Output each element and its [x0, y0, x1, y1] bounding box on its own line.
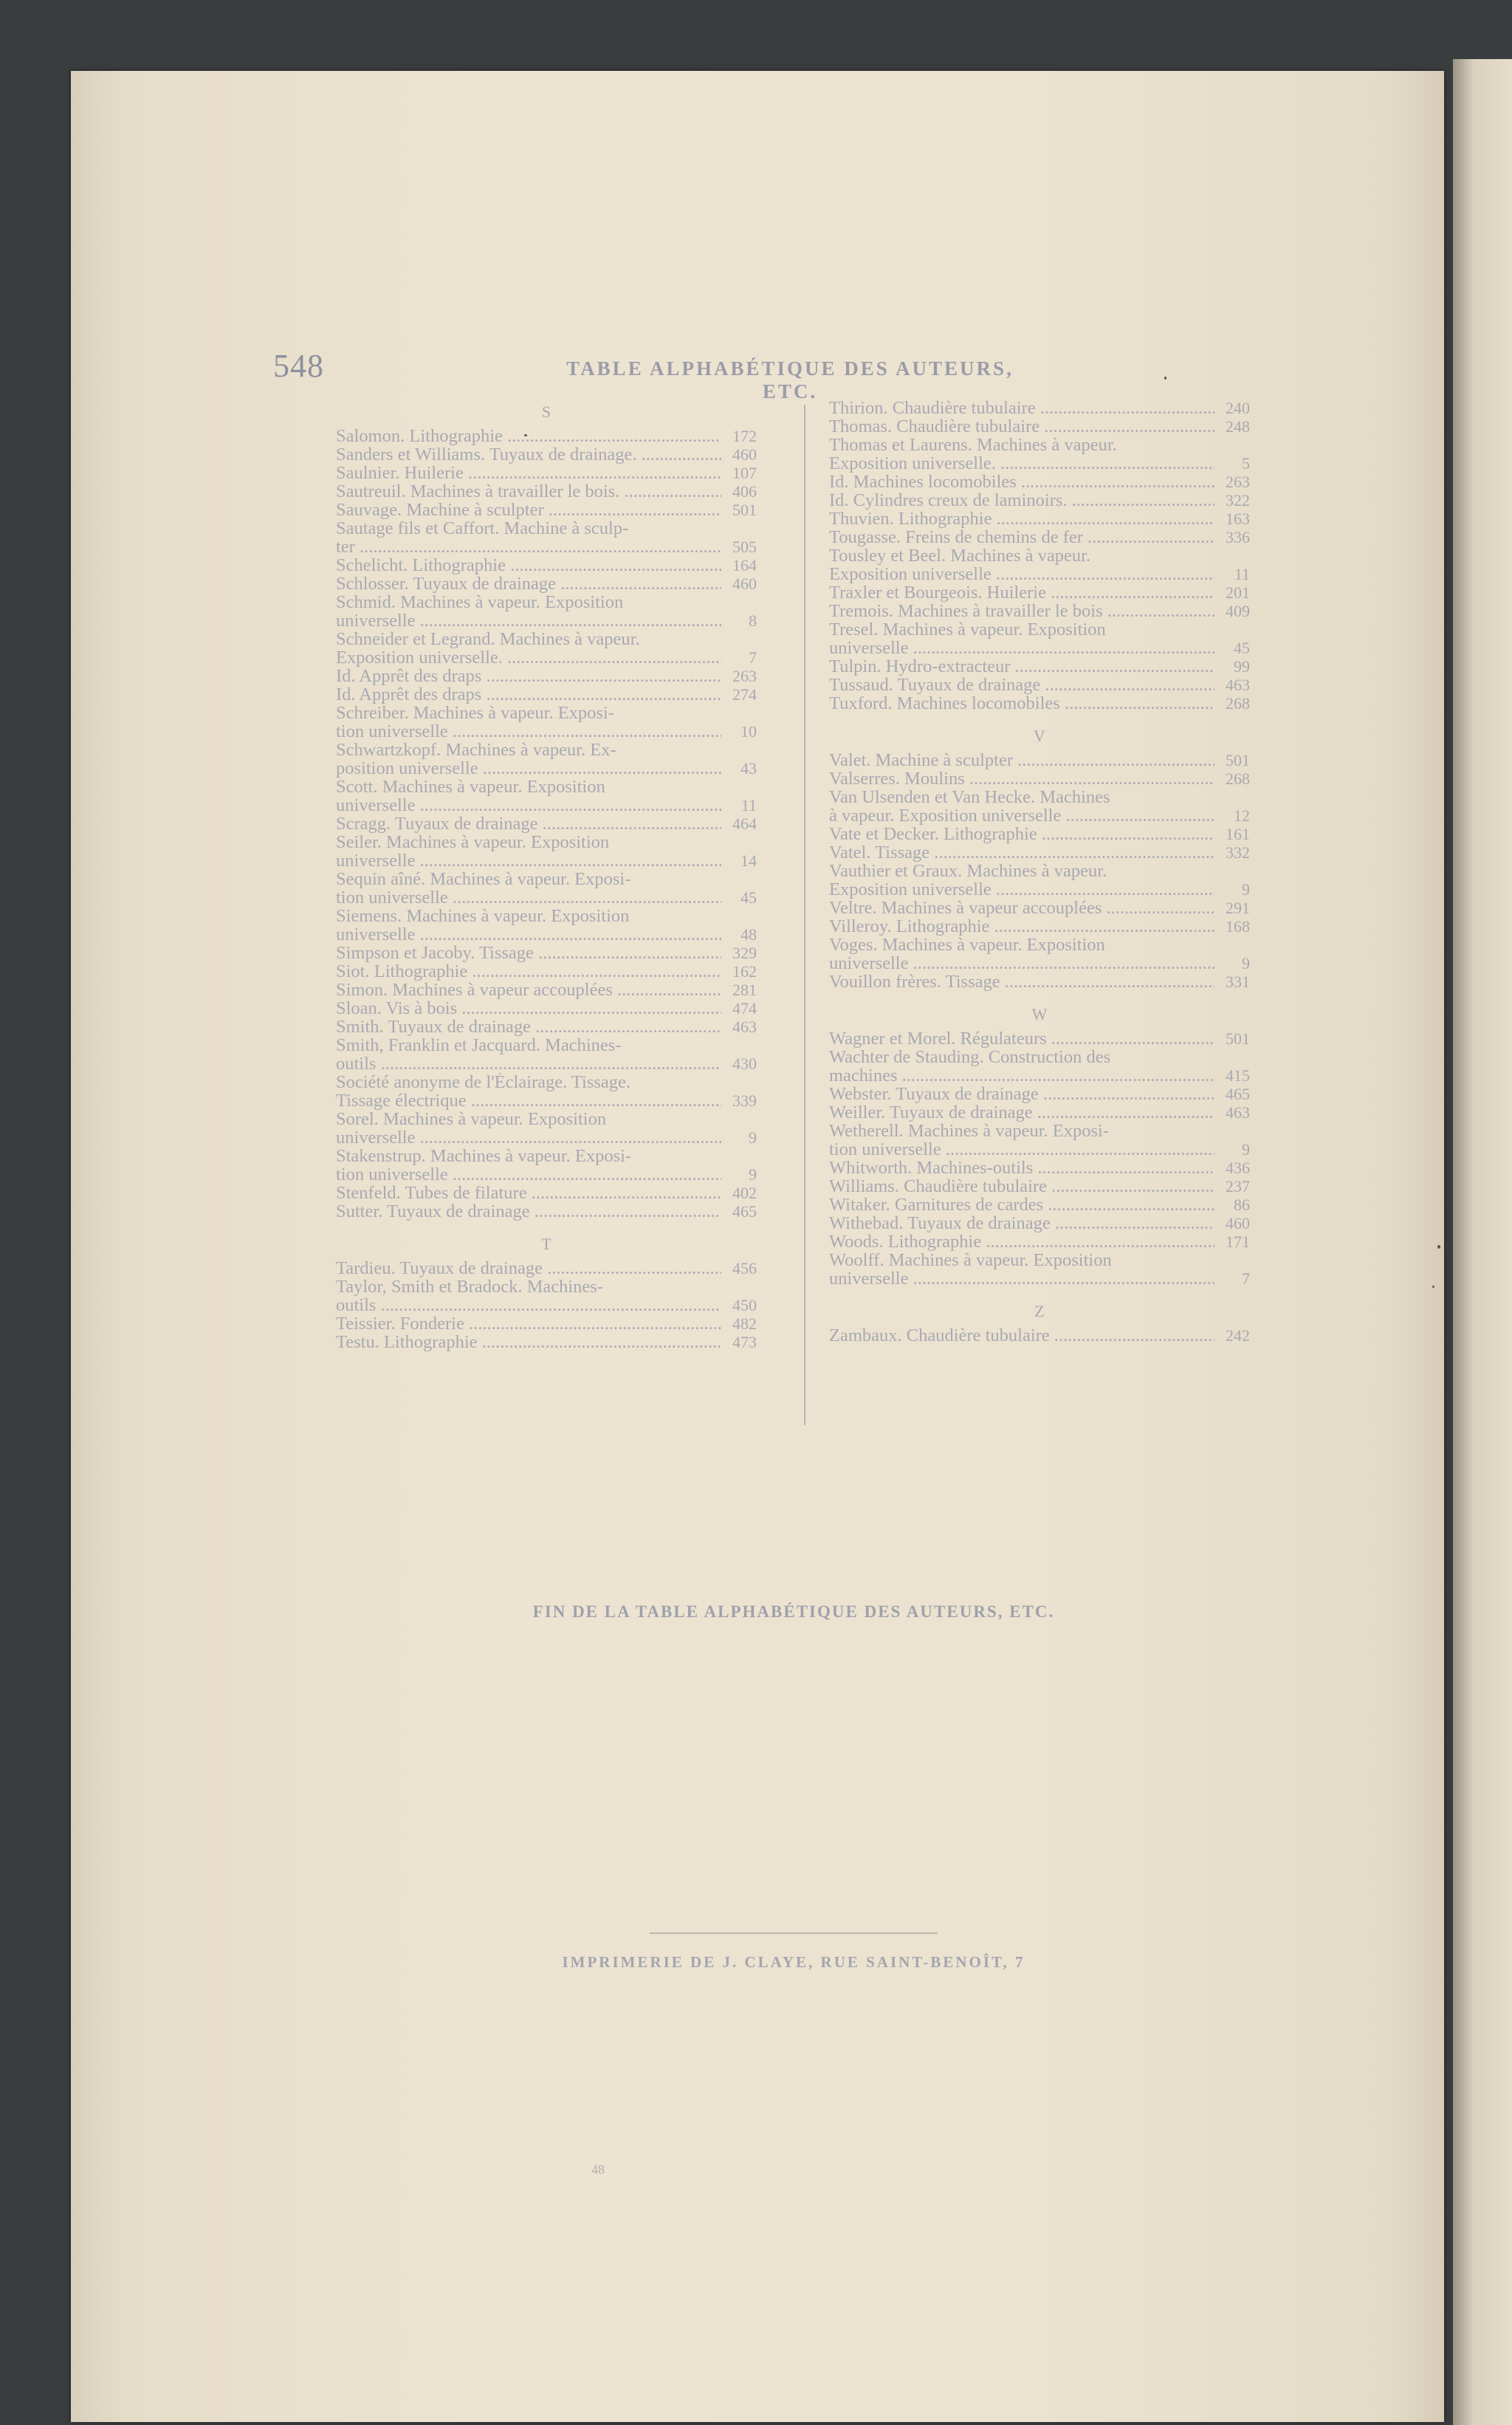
- index-entry: [336, 445, 757, 464]
- entry-text: Taylor, Smith et Bradock. Machines-: [336, 1277, 603, 1296]
- entry-text: universelle .....: [336, 1128, 721, 1147]
- index-entry: [336, 981, 757, 999]
- entry-text: universelle .....: [336, 611, 721, 630]
- index-entry: [336, 1296, 757, 1314]
- index-entry: [829, 806, 1250, 825]
- index-entry: [336, 1091, 757, 1110]
- index-entry: [336, 630, 757, 648]
- index-entry: [829, 1140, 1250, 1159]
- entry-text: Exposition universelle .....: [829, 565, 1214, 583]
- index-entry: [829, 954, 1250, 973]
- index-entry: [829, 1103, 1250, 1122]
- index-entry: [336, 925, 757, 944]
- entry-text: Traxler et Bourgeois. Huilerie .....: [829, 583, 1214, 602]
- index-entry: [336, 1277, 757, 1296]
- entry-text: Schelicht. Lithographie .....: [336, 556, 721, 574]
- entry-page-number: 171: [1226, 1232, 1250, 1251]
- entry-text: Tremois. Machines à travailler le bois .....: [829, 602, 1214, 620]
- index-entry: [829, 491, 1250, 510]
- entry-text: Tuxford. Machines locomobiles .....: [829, 694, 1214, 713]
- entry-text: Valserres. Moulins .....: [829, 769, 1214, 788]
- entry-text: Tardieu. Tuyaux de drainage .....: [336, 1259, 721, 1277]
- entry-text: Schneider et Legrand. Machines à vapeur.: [336, 630, 640, 648]
- index-entry: [336, 1202, 757, 1221]
- section-letter: T: [541, 1235, 551, 1253]
- entry-text: Smith, Franklin et Jacquard. Machines-: [336, 1036, 622, 1054]
- entry-text: Testu. Lithographie .....: [336, 1333, 721, 1351]
- entry-text: Tougasse. Freins de chemins de fer .....: [829, 528, 1214, 546]
- entry-text: Wetherell. Machines à vapeur. Exposi-: [829, 1122, 1110, 1140]
- signature-mark: 48: [591, 2162, 605, 2177]
- page-header: [273, 347, 1277, 402]
- index-entry: [336, 593, 757, 611]
- index-entry: [336, 667, 757, 685]
- entry-page-number: 12: [1234, 806, 1250, 825]
- entry-page-number: 268: [1226, 694, 1250, 713]
- index-entry: [336, 464, 757, 482]
- entry-page-number: 465: [1226, 1085, 1250, 1103]
- section-letter: Z: [1034, 1302, 1045, 1320]
- index-entry: [336, 1165, 757, 1184]
- entry-page-number: 242: [1226, 1326, 1250, 1345]
- index-entry: [336, 1184, 757, 1202]
- entry-text: Van Ulsenden et Van Hecke. Machines: [829, 788, 1110, 806]
- index-entry: [829, 1029, 1250, 1048]
- entry-text: Exposition universelle .....: [829, 880, 1214, 899]
- entry-text: universelle .....: [829, 639, 1214, 657]
- entry-text: Woods. Lithographie .....: [829, 1232, 1214, 1251]
- index-entry: [829, 862, 1250, 880]
- entry-text: Sorel. Machines à vapeur. Exposition: [336, 1110, 607, 1128]
- entry-text: à vapeur. Exposition universelle .....: [829, 806, 1214, 825]
- index-entry: [829, 973, 1250, 991]
- entry-page-number: 168: [1226, 917, 1250, 936]
- index-column-left: [336, 399, 757, 1351]
- entry-text: machines .....: [829, 1066, 1214, 1085]
- entry-text: Id. Apprêt des draps .....: [336, 667, 721, 685]
- index-entry: [336, 519, 757, 538]
- index-entry: [336, 685, 757, 704]
- index-entry: [336, 611, 757, 630]
- index-entry: [336, 501, 757, 519]
- entry-text: Simpson et Jacoby. Tissage .....: [336, 944, 721, 962]
- entry-text: Scott. Machines à vapeur. Exposition: [336, 778, 605, 796]
- entry-page-number: 406: [732, 482, 757, 501]
- entry-text: Voges. Machines à vapeur. Exposition: [829, 936, 1105, 954]
- entry-page-number: 482: [732, 1314, 757, 1333]
- entry-text: Seiler. Machines à vapeur. Exposition: [336, 833, 610, 851]
- entry-page-number: 460: [732, 445, 757, 464]
- index-entry: [336, 778, 757, 796]
- index-entry: [829, 694, 1250, 713]
- index-entry: [829, 1159, 1250, 1177]
- entry-text: Sanders et Williams. Tuyaux de drainage. .....: [336, 445, 721, 464]
- entry-text: Tissage électrique .....: [336, 1091, 721, 1110]
- section-gap: [829, 991, 1250, 1001]
- entry-text: Williams. Chaudière tubulaire .....: [829, 1177, 1214, 1196]
- index-entry: [829, 1048, 1250, 1066]
- index-entry: [829, 1251, 1250, 1269]
- entry-text: Teissier. Fonderie .....: [336, 1314, 721, 1333]
- entry-page-number: 409: [1226, 602, 1250, 620]
- entry-text: Scragg. Tuyaux de drainage .....: [336, 814, 721, 833]
- printer-imprint: IMPRIMERIE DE J. CLAYE, RUE SAINT-BENOÎT, 7: [562, 1953, 1025, 1971]
- entry-text: Weiller. Tuyaux de drainage .....: [829, 1103, 1214, 1122]
- index-entry: [829, 1122, 1250, 1140]
- entry-text: Vate et Decker. Lithographie .....: [829, 825, 1214, 843]
- entry-text: Smith. Tuyaux de drainage .....: [336, 1018, 721, 1036]
- entry-text: Sutter. Tuyaux de drainage .....: [336, 1202, 721, 1221]
- entry-page-number: 9: [1242, 880, 1250, 899]
- entry-page-number: 463: [1226, 676, 1250, 694]
- entry-text: Veltre. Machines à vapeur accouplées .....: [829, 899, 1214, 917]
- index-entry: [336, 1054, 757, 1073]
- entry-page-number: 332: [1226, 843, 1250, 862]
- section-gap: [829, 1288, 1250, 1298]
- entry-text: Sauvage. Machine à sculpter .....: [336, 501, 721, 519]
- index-entry: [829, 399, 1250, 417]
- entry-page-number: 7: [749, 648, 757, 667]
- entry-text: Thuvien. Lithographie .....: [829, 510, 1214, 528]
- index-entry: [829, 1085, 1250, 1103]
- index-entry: [829, 1066, 1250, 1085]
- entry-text: Siot. Lithographie .....: [336, 962, 721, 981]
- entry-page-number: 248: [1226, 417, 1250, 436]
- entry-text: Woolff. Machines à vapeur. Exposition: [829, 1251, 1112, 1269]
- entry-text: Stakenstrup. Machines à vapeur. Exposi-: [336, 1147, 632, 1165]
- section-letter: V: [1034, 727, 1045, 745]
- entry-page-number: 163: [1226, 510, 1250, 528]
- entry-text: Thomas. Chaudière tubulaire .....: [829, 417, 1214, 436]
- index-entry: [829, 769, 1250, 788]
- running-title: TABLE ALPHABÉTIQUE DES AUTEURS, ETC.: [566, 357, 1014, 402]
- entry-text: Withebad. Tuyaux de drainage .....: [829, 1214, 1214, 1232]
- index-entry: [336, 1314, 757, 1333]
- entry-page-number: 430: [732, 1054, 757, 1073]
- entry-text: Schmid. Machines à vapeur. Exposition: [336, 593, 624, 611]
- entry-page-number: 456: [732, 1259, 757, 1277]
- index-entry: [336, 741, 757, 759]
- entry-page-number: 473: [732, 1333, 757, 1351]
- entry-text: tion universelle .....: [336, 888, 721, 907]
- index-entry: [336, 427, 757, 445]
- entry-page-number: 11: [1234, 565, 1250, 583]
- entry-text: universelle .....: [336, 796, 721, 814]
- index-entry: [336, 1036, 757, 1054]
- paper-speck: [1164, 377, 1166, 380]
- entry-text: Salomon. Lithographie .....: [336, 427, 721, 445]
- entry-page-number: 9: [1242, 1140, 1250, 1159]
- entry-page-number: 339: [732, 1091, 757, 1110]
- entry-page-number: 162: [732, 962, 757, 981]
- section-gap: [829, 713, 1250, 723]
- index-entry: [336, 1110, 757, 1128]
- index-entry: [829, 751, 1250, 769]
- index-entry: [829, 1214, 1250, 1232]
- entry-page-number: 505: [732, 538, 757, 556]
- index-entry: [336, 1073, 757, 1091]
- entry-page-number: 9: [749, 1128, 757, 1147]
- index-entry: [829, 583, 1250, 602]
- index-entry: [829, 454, 1250, 473]
- entry-text: Schwartzkopf. Machines à vapeur. Ex-: [336, 741, 616, 759]
- entry-page-number: 7: [1242, 1269, 1250, 1288]
- entry-page-number: 460: [732, 574, 757, 593]
- index-entry: [829, 417, 1250, 436]
- entry-page-number: 322: [1226, 491, 1250, 510]
- index-entry: [336, 648, 757, 667]
- entry-page-number: 172: [732, 427, 757, 445]
- entry-page-number: 99: [1234, 657, 1250, 676]
- index-entry: [336, 796, 757, 814]
- index-entry: [829, 657, 1250, 676]
- entry-page-number: 10: [740, 722, 757, 741]
- index-entry: [336, 999, 757, 1018]
- index-entry: [336, 538, 757, 556]
- entry-page-number: 268: [1226, 769, 1250, 788]
- entry-page-number: 465: [732, 1202, 757, 1221]
- entry-text: Thomas et Laurens. Machines à vapeur.: [829, 436, 1117, 454]
- index-entry: [829, 1177, 1250, 1196]
- column-divider: [804, 405, 805, 1425]
- index-entry: [829, 639, 1250, 657]
- index-entry: [829, 602, 1250, 620]
- entry-page-number: 201: [1226, 583, 1250, 602]
- entry-text: universelle .....: [829, 954, 1214, 973]
- entry-text: ter .....: [336, 538, 721, 556]
- index-entry: [336, 833, 757, 851]
- entry-text: Siemens. Machines à vapeur. Exposition: [336, 907, 630, 925]
- index-entry: [829, 510, 1250, 528]
- entry-page-number: 463: [1226, 1103, 1250, 1122]
- entry-page-number: 474: [732, 999, 757, 1018]
- index-entry: [336, 482, 757, 501]
- index-entry: [336, 1259, 757, 1277]
- entry-text: Vauthier et Graux. Machines à vapeur.: [829, 862, 1107, 880]
- entry-page-number: 14: [740, 851, 757, 870]
- entry-page-number: 329: [732, 944, 757, 962]
- entry-page-number: 263: [1226, 473, 1250, 491]
- entry-page-number: 164: [732, 556, 757, 574]
- paper-speck: [524, 434, 527, 436]
- facing-page-edge: [1453, 59, 1512, 2425]
- entry-text: Id. Cylindres creux de laminoirs. .....: [829, 491, 1214, 510]
- entry-text: Exposition universelle. .....: [336, 648, 721, 667]
- index-entry: [829, 1196, 1250, 1214]
- entry-page-number: 8: [749, 611, 757, 630]
- entry-page-number: 240: [1226, 399, 1250, 417]
- entry-text: Webster. Tuyaux de drainage .....: [829, 1085, 1214, 1103]
- entry-text: Simon. Machines à vapeur accouplées .....: [336, 981, 721, 999]
- entry-text: tion universelle .....: [336, 1165, 721, 1184]
- index-column-right: [829, 399, 1250, 1345]
- entry-page-number: 5: [1242, 454, 1250, 473]
- entry-page-number: 331: [1226, 973, 1250, 991]
- entry-text: Sautreuil. Machines à travailler le bois. .....: [336, 482, 721, 501]
- entry-text: Sequin aîné. Machines à vapeur. Exposi-: [336, 870, 631, 888]
- entry-text: universelle .....: [336, 851, 721, 870]
- index-entry: [336, 556, 757, 574]
- entry-text: Sloan. Vis à bois .....: [336, 999, 721, 1018]
- page-number: 548: [273, 348, 324, 384]
- index-entry: [829, 546, 1250, 565]
- entry-text: universelle .....: [829, 1269, 1214, 1288]
- entry-page-number: 237: [1226, 1177, 1250, 1196]
- entry-page-number: 107: [732, 464, 757, 482]
- index-entry: [336, 1147, 757, 1165]
- entry-text: Id. Machines locomobiles .....: [829, 473, 1214, 491]
- entry-text: Tousley et Beel. Machines à vapeur.: [829, 546, 1091, 565]
- entry-text: position universelle .....: [336, 759, 721, 778]
- entry-page-number: 501: [732, 501, 757, 519]
- entry-page-number: 291: [1226, 899, 1250, 917]
- index-entry: [829, 565, 1250, 583]
- entry-page-number: 11: [740, 796, 757, 814]
- entry-page-number: 436: [1226, 1159, 1250, 1177]
- entry-page-number: 161: [1226, 825, 1250, 843]
- entry-text: Tulpin. Hydro-extracteur .....: [829, 657, 1214, 676]
- paper-speck: [1432, 1286, 1434, 1288]
- index-entry: [336, 870, 757, 888]
- index-entry: [829, 676, 1250, 694]
- index-entry: [336, 1018, 757, 1036]
- index-entry: [336, 722, 757, 741]
- paper-speck: [1437, 1245, 1440, 1249]
- entry-text: Tresel. Machines à vapeur. Exposition: [829, 620, 1106, 639]
- index-entry: [336, 1333, 757, 1351]
- entry-text: Schreiber. Machines à vapeur. Exposi-: [336, 704, 614, 722]
- section-letter: W: [1031, 1005, 1048, 1023]
- index-entry: [829, 917, 1250, 936]
- entry-page-number: 9: [1242, 954, 1250, 973]
- entry-page-number: 464: [732, 814, 757, 833]
- index-entry: [829, 1269, 1250, 1288]
- index-entry: [336, 944, 757, 962]
- colophon-rule: [650, 1932, 938, 1934]
- entry-text: Villeroy. Lithographie .....: [829, 917, 1214, 936]
- entry-text: Wachter de Stauding. Construction des: [829, 1048, 1111, 1066]
- index-entry: [829, 936, 1250, 954]
- entry-page-number: 501: [1226, 751, 1250, 769]
- entry-text: outils .....: [336, 1054, 721, 1073]
- index-entry: [336, 574, 757, 593]
- entry-text: Zambaux. Chaudière tubulaire .....: [829, 1326, 1214, 1345]
- index-entry: [829, 473, 1250, 491]
- entry-text: Tussaud. Tuyaux de drainage .....: [829, 676, 1214, 694]
- entry-page-number: 402: [732, 1184, 757, 1202]
- entry-text: Exposition universelle. .....: [829, 454, 1214, 473]
- entry-page-number: 460: [1226, 1214, 1250, 1232]
- entry-page-number: 274: [732, 685, 757, 704]
- entry-text: Société anonyme de l'Éclairage. Tissage.: [336, 1073, 631, 1091]
- entry-page-number: 415: [1226, 1066, 1250, 1085]
- entry-text: Whitworth. Machines-outils .....: [829, 1159, 1214, 1177]
- entry-page-number: 45: [1234, 639, 1250, 657]
- index-entry: [336, 704, 757, 722]
- entry-page-number: 9: [749, 1165, 757, 1184]
- index-entry: [829, 1326, 1250, 1345]
- index-entry: [829, 880, 1250, 899]
- section-gap: [336, 1221, 757, 1231]
- end-of-table-line: FIN DE LA TABLE ALPHABÉTIQUE DES AUTEURS, ETC.: [532, 1602, 1055, 1621]
- entry-page-number: 336: [1226, 528, 1250, 546]
- entry-text: tion universelle .....: [829, 1140, 1214, 1159]
- index-entry: [829, 620, 1250, 639]
- entry-page-number: 450: [732, 1296, 757, 1314]
- entry-text: Thirion. Chaudière tubulaire .....: [829, 399, 1214, 417]
- entry-text: Valet. Machine à sculpter .....: [829, 751, 1214, 769]
- index-entry: [336, 759, 757, 778]
- entry-text: Sautage fils et Caffort. Machine à sculp-: [336, 519, 629, 538]
- index-entry: [336, 814, 757, 833]
- index-entry: [336, 851, 757, 870]
- index-entry: [829, 1232, 1250, 1251]
- entry-text: tion universelle .....: [336, 722, 721, 741]
- entry-text: Stenfeld. Tubes de filature .....: [336, 1184, 721, 1202]
- entry-text: universelle .....: [336, 925, 721, 944]
- index-entry: [336, 962, 757, 981]
- entry-text: Schlosser. Tuyaux de drainage .....: [336, 574, 721, 593]
- index-entry: [336, 1128, 757, 1147]
- index-entry: [829, 825, 1250, 843]
- entry-page-number: 263: [732, 667, 757, 685]
- index-entry: [829, 436, 1250, 454]
- entry-page-number: 45: [740, 888, 757, 907]
- entry-page-number: 463: [732, 1018, 757, 1036]
- entry-text: Id. Apprêt des draps .....: [336, 685, 721, 704]
- entry-page-number: 281: [732, 981, 757, 999]
- entry-page-number: 43: [740, 759, 757, 778]
- index-entry: [336, 907, 757, 925]
- entry-page-number: 86: [1234, 1196, 1250, 1214]
- entry-text: Vatel. Tissage .....: [829, 843, 1214, 862]
- entry-text: Wagner et Morel. Régulateurs .....: [829, 1029, 1214, 1048]
- index-entry: [829, 843, 1250, 862]
- section-letter: S: [541, 402, 551, 421]
- index-entry: [829, 899, 1250, 917]
- index-entry: [829, 528, 1250, 546]
- index-entry: [829, 788, 1250, 806]
- entry-page-number: 48: [740, 925, 757, 944]
- entry-text: Saulnier. Huilerie .....: [336, 464, 721, 482]
- entry-text: Vouillon frères. Tissage .....: [829, 973, 1214, 991]
- entry-text: outils .....: [336, 1296, 721, 1314]
- entry-page-number: 501: [1226, 1029, 1250, 1048]
- entry-text: Witaker. Garnitures de cardes .....: [829, 1196, 1214, 1214]
- index-entry: [336, 888, 757, 907]
